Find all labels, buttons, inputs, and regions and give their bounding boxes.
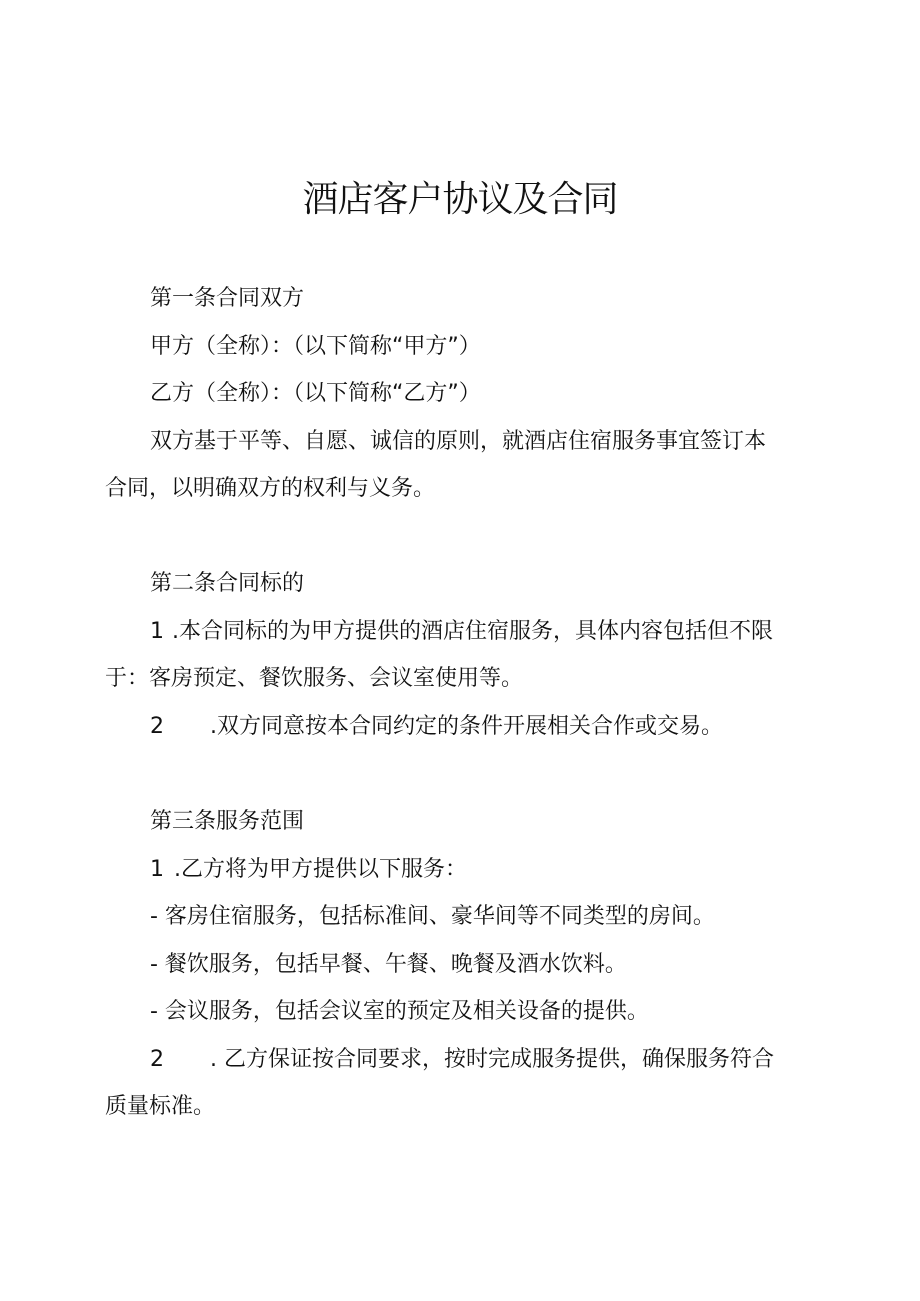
intro-line-1: 双方基于平等、自愿、诚信的原则，就酒店住宿服务事宜签订本 bbox=[150, 429, 767, 454]
scope-item-2-line-2: 质量标准。 bbox=[105, 1094, 216, 1119]
item-number: 1 bbox=[150, 857, 164, 882]
item-text: . 乙方保证按合同要求，按时完成服务提供，确保服务符合 bbox=[210, 1047, 774, 1072]
document-title: 酒店客户协议及合同 bbox=[302, 179, 618, 220]
item-text: .乙方将为甲方提供以下服务： bbox=[174, 857, 467, 882]
item-number: 2 bbox=[150, 1047, 164, 1072]
section-heading-scope: 第三条服务范围 bbox=[150, 809, 305, 834]
scope-bullet-dining: - 餐饮服务，包括早餐、午餐、晚餐及酒水饮料。 bbox=[150, 952, 627, 977]
scope-item-2-line-1 bbox=[150, 1045, 774, 1075]
item-text: .双方同意按本合同约定的条件开展相关合作或交易。 bbox=[210, 714, 723, 739]
subject-item-1-line-1 bbox=[150, 617, 773, 647]
section-heading-subject: 第二条合同标的 bbox=[150, 571, 305, 596]
item-number: 2 bbox=[150, 714, 164, 739]
subject-item-1-line-2: 于：客房预定、餐饮服务、会议室使用等。 bbox=[105, 666, 524, 691]
scope-item-1 bbox=[150, 855, 467, 885]
scope-bullet-rooms: - 客房住宿服务，包括标准间、豪华间等不同类型的房间。 bbox=[150, 904, 715, 929]
party-a-line: 甲方（全称）：（以下简称“甲方”） bbox=[150, 334, 481, 359]
item-number: 1 bbox=[150, 619, 164, 644]
scope-bullet-meetings: - 会议服务，包括会议室的预定及相关设备的提供。 bbox=[150, 999, 649, 1024]
item-text: .本合同标的为甲方提供的酒店住宿服务，具体内容包括但不限 bbox=[172, 619, 773, 644]
section-heading-parties: 第一条合同双方 bbox=[150, 286, 305, 311]
party-b-line: 乙方（全称）：（以下简称“乙方”） bbox=[150, 381, 481, 406]
intro-line-2: 合同，以明确双方的权利与义务。 bbox=[105, 476, 436, 501]
subject-item-2 bbox=[150, 712, 723, 742]
